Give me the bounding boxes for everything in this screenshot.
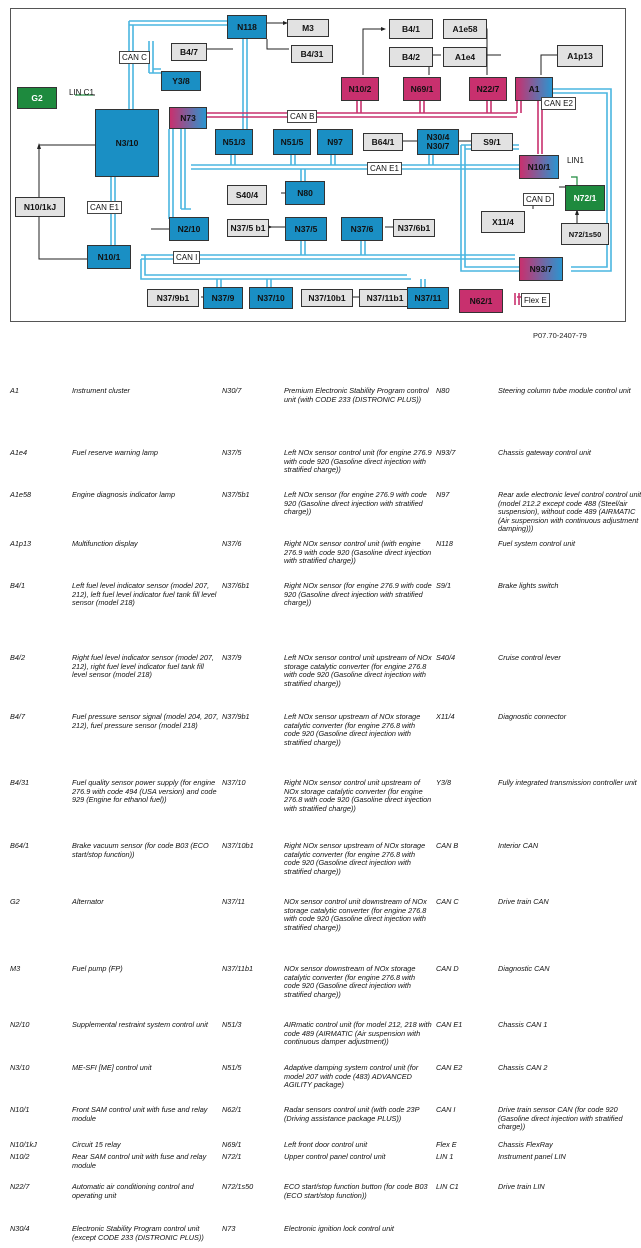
legend-code: N37/6b1	[222, 581, 250, 590]
legend-code: LIN 1	[436, 1152, 454, 1161]
label-n30-4: N30/4	[426, 132, 450, 142]
ecu-n72-1: N72/1	[565, 185, 605, 211]
legend-description: Drive train LIN	[498, 1182, 545, 1191]
legend-description: Premium Electronic Stability Program control unit (with CODE 233 (DISTRONIC PLUS))	[284, 386, 429, 404]
alternator-g2: G2	[17, 87, 57, 109]
sensor-b64-1: B64/1	[363, 133, 403, 151]
legend-code: LIN C1	[436, 1182, 459, 1191]
legend-description: Fuel quality sensor power supply (for engine 276.9 with code 494 (USA version) and code 929 (Engine for ethanol fuel))	[72, 778, 217, 805]
sensor-n37-11b1: N37/11b1	[359, 289, 411, 307]
legend-description: Chassis FlexRay	[498, 1140, 553, 1149]
legend-code: X11/4	[436, 712, 455, 721]
figure-code: P07.70-2407-79	[533, 331, 587, 340]
ecu-n51-5: N51/5	[273, 129, 311, 155]
bus-label-can-c: CAN C	[119, 51, 150, 64]
legend-description: Steering column tube module control unit	[498, 386, 631, 395]
legend-description: Fuel system control unit	[498, 539, 576, 548]
legend-code: B4/2	[10, 653, 26, 662]
legend-description: Diagnostic connector	[498, 712, 567, 721]
legend-code: Y3/8	[436, 778, 452, 787]
legend-code: N10/1	[10, 1105, 30, 1114]
legend-description: Drive train CAN	[498, 897, 549, 906]
legend-description: Left NOx sensor (for engine 276.9 with code 920 (Gasoline direct injection with stratified charge))	[284, 490, 427, 517]
ecu-n97: N97	[317, 129, 353, 155]
sensor-b4-1: B4/1	[389, 19, 433, 39]
legend-code: M3	[10, 964, 21, 973]
legend-code: B4/31	[10, 778, 30, 787]
legend-description: Left fuel level indicator sensor (model 207, 212), left fuel level indicator fuel tank fill level sensor (model 218)	[72, 581, 217, 608]
bus-label-can-e2: CAN E2	[541, 97, 576, 110]
legend-code: N37/5b1	[222, 490, 250, 499]
legend-code: B4/1	[10, 581, 26, 590]
sensor-n37-6b1: N37/6b1	[393, 219, 435, 237]
legend-code: N73	[222, 1224, 236, 1233]
component-m3: M3	[287, 19, 329, 37]
legend-code: N37/11b1	[222, 964, 254, 973]
bus-label-can-b: CAN B	[287, 110, 317, 123]
ecu-n10-2: N10/2	[341, 77, 379, 101]
legend-description: Chassis gateway control unit	[498, 448, 591, 457]
display-a1p13: A1p13	[557, 45, 603, 67]
legend-description: Left NOx sensor control unit (for engine 276.9 with code 920 (Gasoline direct injection with stratified charge))	[284, 448, 432, 475]
legend-code: N80	[436, 386, 450, 395]
lever-s40-4: S40/4	[227, 185, 267, 205]
legend-description: Multifunction display	[72, 539, 138, 548]
ecu-n30-4-n30-7	[417, 129, 459, 155]
legend-code: N51/3	[222, 1020, 242, 1029]
bus-label-can-i: CAN I	[173, 251, 200, 264]
bus-label-flex-e: Flex E	[521, 293, 550, 307]
legend-description: Chassis CAN 1	[498, 1020, 548, 1029]
ecu-n37-10: N37/10	[249, 287, 293, 309]
switch-s9-1: S9/1	[471, 133, 513, 151]
ecu-n73: N73	[169, 107, 207, 129]
sensor-n37-9b1: N37/9b1	[147, 289, 199, 307]
legend-description: Engine diagnosis indicator lamp	[72, 490, 176, 499]
legend-description: Interior CAN	[498, 841, 539, 850]
legend-code: N30/4	[10, 1224, 30, 1233]
legend-code: Flex E	[436, 1140, 457, 1149]
legend-description: Brake lights switch	[498, 581, 559, 590]
network-topology-diagram	[10, 8, 626, 322]
ecu-n37-6: N37/6	[341, 217, 383, 241]
lamp-a1e4: A1e4	[443, 47, 487, 67]
button-n72-1s50: N72/1s50	[561, 223, 609, 245]
legend-description: Right NOx sensor control unit upstream of NOx storage catalytic converter (for engine 276.8 with code 920 (Gasoline direct injection with stratified charge))	[284, 778, 432, 813]
legend-description: Rear axle electronic level control control unit (model 212.2 except code 488 (Steel/air suspension), without code 489 (AIRMATIC (Air suspension with continuous adjustment damping)))	[498, 490, 641, 534]
legend-description: Fuel pump (FP)	[72, 964, 123, 973]
bus-label-lin-c1: LIN C1	[69, 88, 94, 97]
lamp-a1e58: A1e58	[443, 19, 487, 39]
legend-description: AIRmatic control unit (for model 212, 218 with code 489 (AIRMATIC (Air suspension with continuous damper adjustment))	[284, 1020, 432, 1047]
legend-description: Fuel reserve warning lamp	[72, 448, 158, 457]
relay-n10-1kj: N10/1kJ	[15, 197, 65, 217]
legend-description: Right NOx sensor upstream of NOx storage catalytic converter (for engine 276.8 with code 920 (Gasoline direct injection with stratified charge))	[284, 841, 426, 876]
legend-description: Front SAM control unit with fuse and relay module	[72, 1105, 208, 1123]
legend-description: Left NOx sensor upstream of NOx storage catalytic converter (for engine 276.8 with code 920 (Gasoline direct injection with stratified charge))	[284, 712, 421, 747]
legend-code: A1	[10, 386, 19, 395]
ecu-n37-5: N37/5	[285, 217, 327, 241]
bus-label-can-e1-center: CAN E1	[367, 162, 402, 175]
legend-description: Fully integrated transmission controller unit	[498, 778, 637, 787]
ecu-n51-3: N51/3	[215, 129, 253, 155]
ecu-n37-9: N37/9	[203, 287, 243, 309]
label-n30-7: N30/7	[426, 141, 450, 151]
ecu-n10-1-right: N10/1	[519, 155, 559, 179]
legend-code: S9/1	[436, 581, 452, 590]
legend-code: N37/10	[222, 778, 246, 787]
ecu-n118: N118	[227, 15, 267, 39]
legend-code: N10/2	[10, 1152, 30, 1161]
legend-description: NOx sensor downstream of NOx storage catalytic converter (for engine 276.8 with code 920 (Gasoline direct injection with stratified charge))	[284, 964, 416, 999]
legend-description: Right NOx sensor control unit (with engine 276.9 with code 920 (Gasoline direct injection with stratified charge))	[284, 539, 432, 566]
legend-code: N30/7	[222, 386, 242, 395]
legend-code: S40/4	[436, 653, 456, 662]
legend-code: A1e4	[10, 448, 28, 457]
legend-code: N37/9b1	[222, 712, 250, 721]
legend-description: Upper control panel control unit	[284, 1152, 386, 1161]
ecu-n22-7: N22/7	[469, 77, 507, 101]
legend-code: A1e58	[10, 490, 32, 499]
legend-code: CAN C	[436, 897, 459, 906]
legend-code: N51/5	[222, 1063, 242, 1072]
legend-description: NOx sensor control unit downstream of NOx storage catalytic converter (for engine 276.8 with code 920 (Gasoline direct injection with stratified charge))	[284, 897, 427, 932]
legend-code: N3/10	[10, 1063, 30, 1072]
legend-code: B4/7	[10, 712, 26, 721]
legend-description: Electronic Stability Program control unit (except CODE 233 (DISTRONIC PLUS))	[72, 1224, 204, 1242]
legend-description: Left NOx sensor control unit upstream of NOx storage catalytic converter (for engine 276.8 with code 920 (Gasoline direct injection with stratified charge))	[284, 653, 432, 688]
ecu-n2-10: N2/10	[169, 217, 209, 241]
legend-description: Chassis CAN 2	[498, 1063, 548, 1072]
legend-code: N10/1kJ	[10, 1140, 37, 1149]
legend-description: Circuit 15 relay	[72, 1140, 121, 1149]
bus-label-can-e1-left: CAN E1	[87, 201, 122, 214]
legend-code: N37/10b1	[222, 841, 254, 850]
legend-code: N72/1s50	[222, 1182, 254, 1191]
legend-code: N37/9	[222, 653, 242, 662]
legend-code: N2/10	[10, 1020, 30, 1029]
legend-description: Instrument cluster	[72, 386, 130, 395]
legend-code: N93/7	[436, 448, 456, 457]
legend-description: Automatic air conditioning control and operating unit	[72, 1182, 194, 1200]
legend-code: N97	[436, 490, 450, 499]
ecu-n3-10: N3/10	[95, 109, 159, 177]
legend-code: G2	[10, 897, 20, 906]
ecu-n37-11: N37/11	[407, 287, 449, 309]
gateway-n93-7: N93/7	[519, 257, 563, 281]
legend-description: Drive train sensor CAN (for code 920 (Gasoline direct injection with stratified charge))	[498, 1105, 623, 1132]
ecu-n62-1: N62/1	[459, 289, 503, 313]
legend-description: Fuel pressure sensor signal (model 204, 207, 212), fuel pressure sensor (model 218)	[72, 712, 219, 730]
sensor-b4-7: B4/7	[171, 43, 207, 61]
legend-description: Right fuel level indicator sensor (model 207, 212), right fuel level indicator fuel tank fill level sensor (model 218)	[72, 653, 214, 680]
legend-description: Alternator	[72, 897, 104, 906]
sensor-n37-10b1: N37/10b1	[301, 289, 353, 307]
legend-code: N37/11	[222, 897, 245, 906]
legend-description: Rear SAM control unit with fuse and relay module	[72, 1152, 207, 1170]
ecu-n10-1-left: N10/1	[87, 245, 131, 269]
legend-description: Supplemental restraint system control unit	[72, 1020, 208, 1029]
legend-description: Left front door control unit	[284, 1140, 368, 1149]
legend-code: CAN I	[436, 1105, 456, 1114]
bus-label-lin1: LIN1	[567, 156, 584, 165]
legend-description: ECO start/stop function button (for code B03 (ECO start/stop function))	[284, 1182, 428, 1200]
legend-description: Cruise control lever	[498, 653, 561, 662]
ecu-n80: N80	[285, 181, 325, 205]
legend-code: A1p13	[10, 539, 32, 548]
legend-description: Radar sensors control unit (with code 23P (Driving assistance package PLUS))	[284, 1105, 420, 1123]
legend-code: CAN B	[436, 841, 459, 850]
diagnostic-connector-x11-4: X11/4	[481, 211, 525, 233]
ecu-n69-1: N69/1	[403, 77, 441, 101]
legend-code: CAN D	[436, 964, 459, 973]
legend-code: N37/6	[222, 539, 242, 548]
legend-description: ME-SFI [ME] control unit	[72, 1063, 152, 1072]
sensor-n37-5b1: N37/5 b1	[227, 219, 269, 237]
sensor-b4-31: B4/31	[291, 45, 333, 63]
sensor-b4-2: B4/2	[389, 47, 433, 67]
can-i-lines	[141, 239, 515, 289]
instrument-cluster-a1: A1	[515, 77, 553, 101]
legend-code: CAN E1	[436, 1020, 463, 1029]
legend-code: CAN E2	[436, 1063, 463, 1072]
legend-description: Instrument panel LIN	[498, 1152, 566, 1161]
bus-label-can-d: CAN D	[523, 193, 554, 206]
legend-description: Adaptive damping system control unit (for model 207 with code (483) ADVANCED AGILITY package)	[284, 1063, 419, 1090]
ecu-y3-8: Y3/8	[161, 71, 201, 91]
legend-description: Diagnostic CAN	[498, 964, 550, 973]
legend-description: Electronic ignition lock control unit	[284, 1224, 394, 1233]
legend-code: N69/1	[222, 1140, 242, 1149]
legend-code: N37/5	[222, 448, 242, 457]
legend-code: B64/1	[10, 841, 30, 850]
legend-code: N118	[436, 539, 453, 548]
legend-description: Brake vacuum sensor (for code B03 (ECO start/stop function))	[72, 841, 209, 859]
legend-code: N62/1	[222, 1105, 242, 1114]
legend-code: N22/7	[10, 1182, 30, 1191]
legend-description: Right NOx sensor (for engine 276.9 with code 920 (Gasoline direct injection with stratified charge))	[284, 581, 432, 608]
legend-code: N72/1	[222, 1152, 242, 1161]
